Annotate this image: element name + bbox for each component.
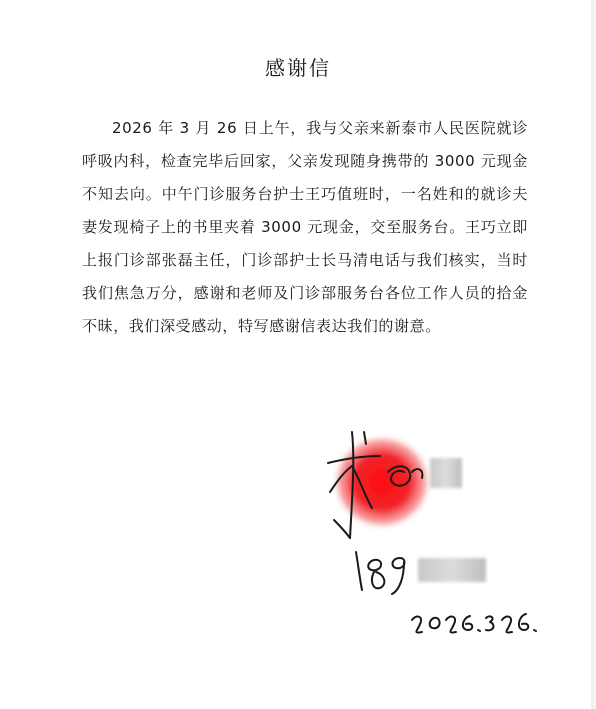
letter-body: 2026 年 3 月 26 日上午，我与父亲来新泰市人民医院就诊呼吸内科，检查完毕后回家，父亲发现随身携带的 3000 元现金不知去向。中午门诊服务台护士王巧值班时，一名姓和的就诊夫妻发现椅子上的书里夹着 3000 元现金，交至服务台。王巧立即上报门诊部张磊主任，门诊部护士长马清电话与我们核实，当时我们焦急万分，感谢和老师及门诊部服务台各位工作人员的拾金不昧，我们深受感动，特写感谢信表达我们的谢意。 (82, 119, 528, 335)
redacted-phone (418, 558, 486, 582)
page-edge (591, 0, 596, 709)
signature-area (300, 420, 570, 660)
redacted-name (430, 458, 462, 488)
handwritten-signature (300, 420, 570, 660)
letter-title: 感谢信 (265, 56, 331, 80)
